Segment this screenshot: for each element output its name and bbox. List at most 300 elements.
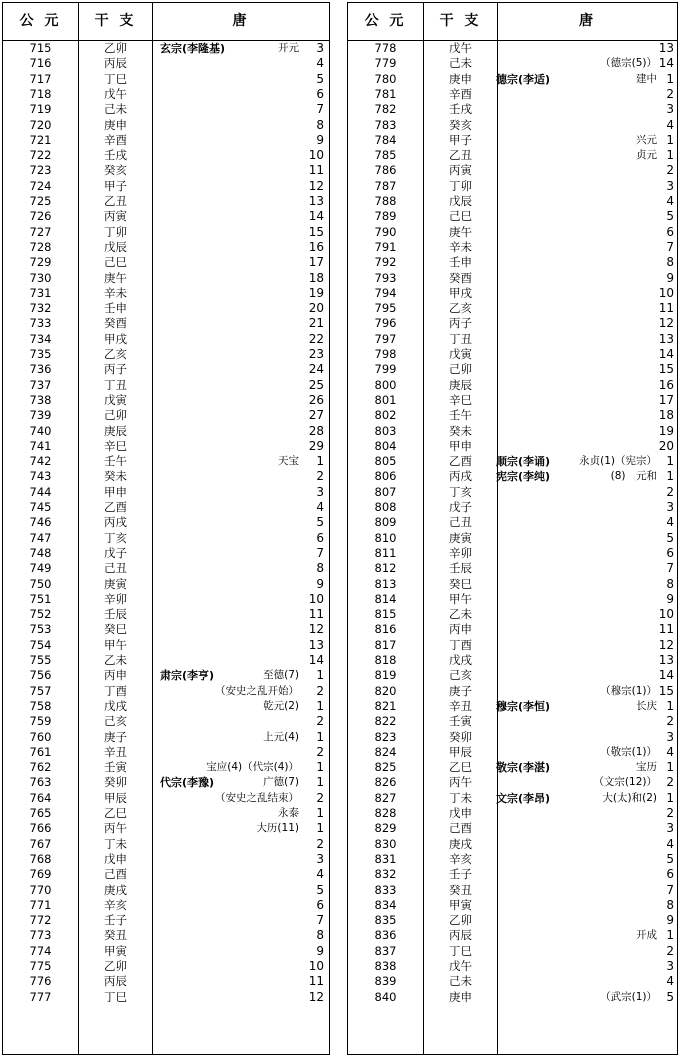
table-row [348, 133, 677, 148]
year-cell: 715 [29, 41, 52, 55]
ganzhi-cell: 丁巳 [449, 943, 472, 958]
table-row [348, 118, 677, 133]
reign-year-cell: 7 [316, 545, 324, 560]
ganzhi-cell: 甲子 [104, 178, 127, 193]
year-cell: 746 [29, 515, 52, 530]
table-row [348, 638, 677, 653]
table-row [3, 791, 329, 806]
reign-year-cell: 4 [666, 744, 674, 759]
year-cell: 828 [374, 806, 397, 820]
year-cell: 720 [29, 117, 52, 132]
ganzhi-cell: 癸巳 [104, 622, 127, 637]
ganzhi-cell: 丙申 [104, 668, 127, 683]
table-row [348, 622, 677, 637]
table-row [348, 424, 677, 439]
ganzhi-cell: 乙酉 [104, 500, 127, 514]
reign-year-cell: 10 [308, 959, 324, 973]
table-row [348, 714, 677, 729]
year-cell: 815 [374, 607, 397, 622]
table-row [3, 714, 329, 729]
table-row [348, 806, 677, 821]
year-cell: 833 [374, 882, 397, 897]
year-cell: 789 [374, 209, 397, 224]
reign-year-cell: 8 [666, 255, 674, 270]
year-cell: 777 [29, 989, 52, 1004]
ganzhi-cell: 庚戌 [449, 836, 472, 851]
year-cell: 803 [374, 423, 397, 438]
reign-year-cell: 5 [666, 851, 674, 866]
table-row [348, 194, 677, 209]
reign-year-cell: 10 [308, 591, 324, 606]
table-row [3, 118, 329, 133]
emperor-cell: 德宗(李适) [496, 72, 551, 86]
ganzhi-cell: 辛亥 [104, 897, 127, 912]
ganzhi-cell: 戊辰 [104, 239, 127, 254]
reign-year-cell: 14 [658, 56, 674, 71]
era-note-cell: 宝历 [636, 761, 657, 774]
year-cell: 816 [374, 622, 397, 637]
table-row [348, 607, 677, 622]
ganzhi-cell: 辛卯 [449, 545, 472, 560]
reign-year-cell: 12 [308, 989, 324, 1004]
ganzhi-cell: 乙巳 [449, 760, 472, 775]
reign-year-cell: 1 [316, 668, 324, 683]
reign-year-cell: 6 [316, 530, 324, 545]
year-cell: 764 [29, 790, 52, 805]
emperor-cell: 顺宗(李诵) [496, 455, 551, 469]
ganzhi-cell: 戊午 [104, 86, 127, 101]
year-cell: 755 [29, 653, 52, 667]
reign-year-cell: 2 [316, 744, 324, 759]
reign-year-cell: 11 [308, 163, 324, 178]
ganzhi-cell: 丙寅 [449, 163, 472, 178]
reign-year-cell: 2 [666, 484, 674, 499]
reign-year-cell: 4 [666, 836, 674, 851]
reign-year-cell: 13 [658, 331, 674, 346]
ganzhi-cell: 辛酉 [449, 86, 472, 101]
header-year: 公 元 [19, 13, 62, 29]
table-row [3, 913, 329, 928]
reign-year-cell: 5 [316, 882, 324, 897]
reign-year-cell: 5 [316, 71, 324, 86]
ganzhi-cell: 壬辰 [104, 607, 127, 622]
ganzhi-cell: 丁巳 [104, 989, 127, 1004]
year-cell: 785 [374, 148, 397, 163]
year-cell: 768 [29, 851, 52, 866]
ganzhi-cell: 甲午 [104, 637, 127, 652]
ganzhi-cell: 甲辰 [449, 744, 472, 759]
ganzhi-cell: 丁卯 [449, 178, 472, 193]
ganzhi-cell: 甲戌 [104, 331, 127, 346]
reign-year-cell: 8 [666, 576, 674, 591]
table-row [348, 699, 677, 714]
year-cell: 830 [374, 836, 397, 851]
ganzhi-cell: 乙卯 [449, 913, 472, 928]
year-cell: 733 [29, 316, 52, 331]
year-cell: 823 [374, 729, 397, 744]
ganzhi-cell: 戊申 [449, 806, 472, 820]
table-row [348, 959, 677, 974]
ganzhi-cell: 戊戌 [104, 698, 127, 713]
year-cell: 774 [29, 943, 52, 958]
reign-year-cell: 1 [316, 821, 324, 836]
table-row [3, 454, 329, 469]
era-note-cell: 贞元 [636, 149, 657, 162]
table-row [348, 760, 677, 775]
reign-year-cell: 3 [316, 484, 324, 499]
year-cell: 781 [374, 86, 397, 101]
emperor-cell: 宪宗(李纯) [496, 470, 551, 484]
table-row [348, 990, 677, 1005]
reign-year-cell: 18 [658, 408, 674, 423]
emperor-cell: 肃宗(李亨) [160, 669, 215, 683]
year-cell: 839 [374, 974, 397, 989]
table-row [3, 133, 329, 148]
table-row [348, 72, 677, 87]
table-row [348, 883, 677, 898]
year-cell: 758 [29, 698, 52, 713]
year-cell: 794 [374, 285, 397, 300]
year-cell: 744 [29, 484, 52, 499]
year-cell: 780 [374, 71, 397, 86]
reign-year-cell: 3 [666, 178, 674, 193]
reign-year-cell: 23 [308, 347, 324, 361]
table-row [3, 87, 329, 102]
reign-year-cell: 9 [316, 576, 324, 591]
year-cell: 786 [374, 163, 397, 178]
year-cell: 773 [29, 928, 52, 943]
era-note-cell: 永泰 [278, 807, 299, 819]
table-row [3, 347, 329, 362]
table-row [348, 745, 677, 760]
year-cell: 792 [374, 255, 397, 270]
ganzhi-cell: 戊寅 [449, 347, 472, 361]
reign-year-cell: 22 [308, 331, 324, 346]
year-cell: 740 [29, 423, 52, 438]
ganzhi-cell: 庚寅 [104, 576, 127, 591]
ganzhi-cell: 己巳 [449, 209, 472, 224]
table-row [348, 546, 677, 561]
table-row [348, 867, 677, 882]
left-header-row [3, 3, 329, 41]
table-row [3, 56, 329, 71]
year-cell: 745 [29, 500, 52, 514]
table-row [348, 837, 677, 852]
year-cell: 743 [29, 469, 52, 484]
table-row [348, 179, 677, 194]
year-cell: 813 [374, 576, 397, 591]
ganzhi-cell: 丙辰 [449, 928, 472, 943]
year-cell: 765 [29, 806, 52, 820]
ganzhi-cell: 甲寅 [104, 943, 127, 958]
ganzhi-cell: 辛未 [449, 239, 472, 254]
ganzhi-cell: 庚辰 [104, 423, 127, 438]
table-row [3, 638, 329, 653]
reign-year-cell: 3 [666, 821, 674, 836]
table-row [3, 209, 329, 224]
ganzhi-cell: 己卯 [449, 362, 472, 377]
reign-year-cell: 3 [316, 41, 324, 55]
reign-year-cell: 16 [308, 239, 324, 254]
table-row [348, 163, 677, 178]
table-row [348, 378, 677, 393]
ganzhi-cell: 辛未 [104, 285, 127, 300]
year-cell: 757 [29, 683, 52, 698]
reign-year-cell: 6 [666, 224, 674, 239]
era-note-cell: （安史之乱结束） [215, 791, 299, 804]
year-cell: 729 [29, 255, 52, 270]
year-cell: 759 [29, 714, 52, 729]
year-cell: 838 [374, 959, 397, 973]
year-cell: 752 [29, 607, 52, 622]
year-cell: 829 [374, 821, 397, 836]
ganzhi-cell: 庚午 [449, 224, 472, 239]
ganzhi-cell: 丁卯 [104, 224, 127, 239]
header-dynasty: 唐 [579, 13, 596, 29]
table-row [3, 959, 329, 974]
ganzhi-cell: 癸未 [104, 469, 127, 484]
header-year: 公 元 [364, 13, 407, 29]
reign-year-cell: 4 [666, 194, 674, 208]
year-cell: 831 [374, 851, 397, 866]
table-row [348, 653, 677, 668]
ganzhi-cell: 己亥 [449, 668, 472, 683]
year-cell: 796 [374, 316, 397, 331]
ganzhi-cell: 庚申 [104, 117, 127, 132]
right-header-row [348, 3, 677, 41]
table-row [348, 332, 677, 347]
year-cell: 832 [374, 867, 397, 882]
year-cell: 741 [29, 438, 52, 453]
table-row [3, 408, 329, 423]
reign-year-cell: 20 [308, 301, 324, 316]
table-row [348, 454, 677, 469]
reign-year-cell: 14 [308, 209, 324, 224]
ganzhi-cell: 壬子 [449, 867, 472, 882]
ganzhi-cell: 癸巳 [449, 576, 472, 591]
reign-year-cell: 9 [666, 270, 674, 285]
emperor-cell: 玄宗(李隆基) [160, 42, 226, 55]
reign-year-cell: 2 [666, 714, 674, 729]
reign-year-cell: 3 [316, 851, 324, 866]
reign-year-cell: 12 [658, 637, 674, 652]
table-row [3, 102, 329, 117]
table-row [3, 469, 329, 484]
year-cell: 753 [29, 622, 52, 637]
table-row [3, 699, 329, 714]
table-row [3, 928, 329, 943]
ganzhi-cell: 癸酉 [449, 270, 472, 285]
year-cell: 799 [374, 362, 397, 377]
table-row [3, 806, 329, 821]
year-cell: 767 [29, 836, 52, 851]
year-cell: 721 [29, 132, 52, 147]
ganzhi-cell: 甲申 [104, 484, 127, 499]
ganzhi-cell: 己未 [449, 974, 472, 989]
ganzhi-cell: 丁丑 [449, 331, 472, 346]
ganzhi-cell: 戊午 [449, 959, 472, 973]
era-note-cell: 建中 [636, 72, 657, 85]
ganzhi-cell: 壬戌 [104, 148, 127, 163]
era-note-cell: （敬宗(1)） [600, 745, 657, 758]
year-cell: 787 [374, 178, 397, 193]
year-cell: 811 [374, 545, 397, 560]
ganzhi-cell: 癸丑 [104, 928, 127, 943]
era-note-cell: 开元 [278, 42, 299, 54]
ganzhi-cell: 乙丑 [104, 194, 127, 208]
table-row [3, 531, 329, 546]
ganzhi-cell: 庚子 [104, 729, 127, 744]
reign-year-cell: 8 [316, 561, 324, 576]
reign-year-cell: 4 [666, 974, 674, 989]
ganzhi-cell: 戊子 [449, 500, 472, 514]
ganzhi-cell: 壬寅 [449, 714, 472, 729]
table-row [348, 148, 677, 163]
table-row [348, 898, 677, 913]
year-cell: 739 [29, 408, 52, 423]
reign-year-cell: 17 [308, 255, 324, 270]
reign-year-cell: 19 [658, 423, 674, 438]
reign-year-cell: 5 [316, 515, 324, 530]
ganzhi-cell: 己丑 [104, 561, 127, 576]
reign-year-cell: 1 [666, 698, 674, 713]
year-cell: 770 [29, 882, 52, 897]
era-note-cell: （德宗(5)） [600, 57, 657, 70]
reign-year-cell: 1 [666, 71, 674, 86]
year-cell: 730 [29, 270, 52, 285]
ganzhi-cell: 乙卯 [104, 41, 127, 55]
reign-year-cell: 4 [316, 56, 324, 71]
ganzhi-cell: 己卯 [104, 408, 127, 423]
table-row [348, 286, 677, 301]
table-row [3, 255, 329, 270]
year-cell: 725 [29, 194, 52, 208]
table-row [348, 362, 677, 377]
ganzhi-cell: 丙子 [104, 362, 127, 377]
table-row [348, 393, 677, 408]
table-row [3, 990, 329, 1005]
table-row [348, 225, 677, 240]
ganzhi-cell: 庚子 [449, 683, 472, 698]
emperor-cell: 文宗(李昂) [496, 791, 551, 805]
table-row [348, 944, 677, 959]
table-row [3, 439, 329, 454]
year-cell: 737 [29, 377, 52, 392]
reign-year-cell: 6 [316, 86, 324, 101]
ganzhi-cell: 庚戌 [104, 882, 127, 897]
reign-year-cell: 8 [666, 897, 674, 912]
year-cell: 722 [29, 148, 52, 163]
reign-year-cell: 1 [666, 454, 674, 469]
reign-year-cell: 5 [666, 209, 674, 224]
year-cell: 791 [374, 239, 397, 254]
ganzhi-cell: 壬子 [104, 913, 127, 928]
table-row [3, 194, 329, 209]
reign-year-cell: 4 [316, 500, 324, 514]
reign-year-cell: 10 [658, 607, 674, 622]
ganzhi-cell: 戊午 [449, 41, 472, 55]
ganzhi-cell: 甲子 [449, 132, 472, 147]
reign-year-cell: 2 [316, 790, 324, 805]
year-cell: 782 [374, 102, 397, 117]
table-row [348, 592, 677, 607]
table-row [3, 745, 329, 760]
table-row [3, 974, 329, 989]
year-cell: 727 [29, 224, 52, 239]
table-row [3, 852, 329, 867]
table-row [348, 821, 677, 836]
reign-year-cell: 9 [316, 132, 324, 147]
era-note-cell: 兴元 [636, 133, 657, 146]
year-cell: 805 [374, 454, 397, 469]
reign-year-cell: 13 [308, 637, 324, 652]
reign-year-cell: 14 [308, 653, 324, 667]
reign-year-cell: 29 [308, 438, 324, 453]
ganzhi-cell: 癸卯 [104, 775, 127, 790]
year-cell: 726 [29, 209, 52, 224]
year-cell: 807 [374, 484, 397, 499]
year-cell: 797 [374, 331, 397, 346]
table-row [3, 378, 329, 393]
reign-year-cell: 20 [658, 438, 674, 453]
table-row [348, 347, 677, 362]
table-row [3, 760, 329, 775]
ganzhi-cell: 癸酉 [104, 316, 127, 331]
year-cell: 800 [374, 377, 397, 392]
reign-year-cell: 12 [658, 316, 674, 331]
left-table [2, 2, 330, 1055]
table-row [348, 974, 677, 989]
right-table [347, 2, 678, 1055]
year-cell: 748 [29, 545, 52, 560]
year-cell: 779 [374, 56, 397, 71]
year-cell: 735 [29, 347, 52, 361]
reign-year-cell: 11 [658, 301, 674, 316]
ganzhi-cell: 庚寅 [449, 530, 472, 545]
year-cell: 820 [374, 683, 397, 698]
era-note-cell: 永贞(1)（宪宗） [579, 455, 657, 468]
year-cell: 734 [29, 331, 52, 346]
ganzhi-cell: 戊子 [104, 545, 127, 560]
era-note-cell: 天宝 [278, 455, 299, 468]
table-row [3, 730, 329, 745]
reign-year-cell: 2 [666, 163, 674, 178]
ganzhi-cell: 丙戌 [104, 515, 127, 530]
ganzhi-cell: 壬辰 [449, 561, 472, 576]
ganzhi-cell: 甲辰 [104, 790, 127, 805]
reign-year-cell: 4 [666, 515, 674, 530]
table-row [348, 271, 677, 286]
ganzhi-cell: 辛亥 [449, 851, 472, 866]
year-cell: 790 [374, 224, 397, 239]
year-cell: 821 [374, 698, 397, 713]
ganzhi-cell: 丁亥 [449, 484, 472, 499]
reign-year-cell: 9 [666, 913, 674, 928]
reign-year-cell: 15 [658, 683, 674, 698]
ganzhi-cell: 庚午 [104, 270, 127, 285]
ganzhi-cell: 甲戌 [449, 285, 472, 300]
table-row [3, 592, 329, 607]
reign-year-cell: 2 [316, 469, 324, 484]
reign-year-cell: 10 [308, 148, 324, 163]
table-row [348, 515, 677, 530]
reign-year-cell: 9 [666, 591, 674, 606]
table-row [348, 240, 677, 255]
reign-year-cell: 1 [666, 760, 674, 775]
table-row [3, 163, 329, 178]
reign-year-cell: 4 [666, 117, 674, 132]
ganzhi-cell: 丁巳 [104, 71, 127, 86]
